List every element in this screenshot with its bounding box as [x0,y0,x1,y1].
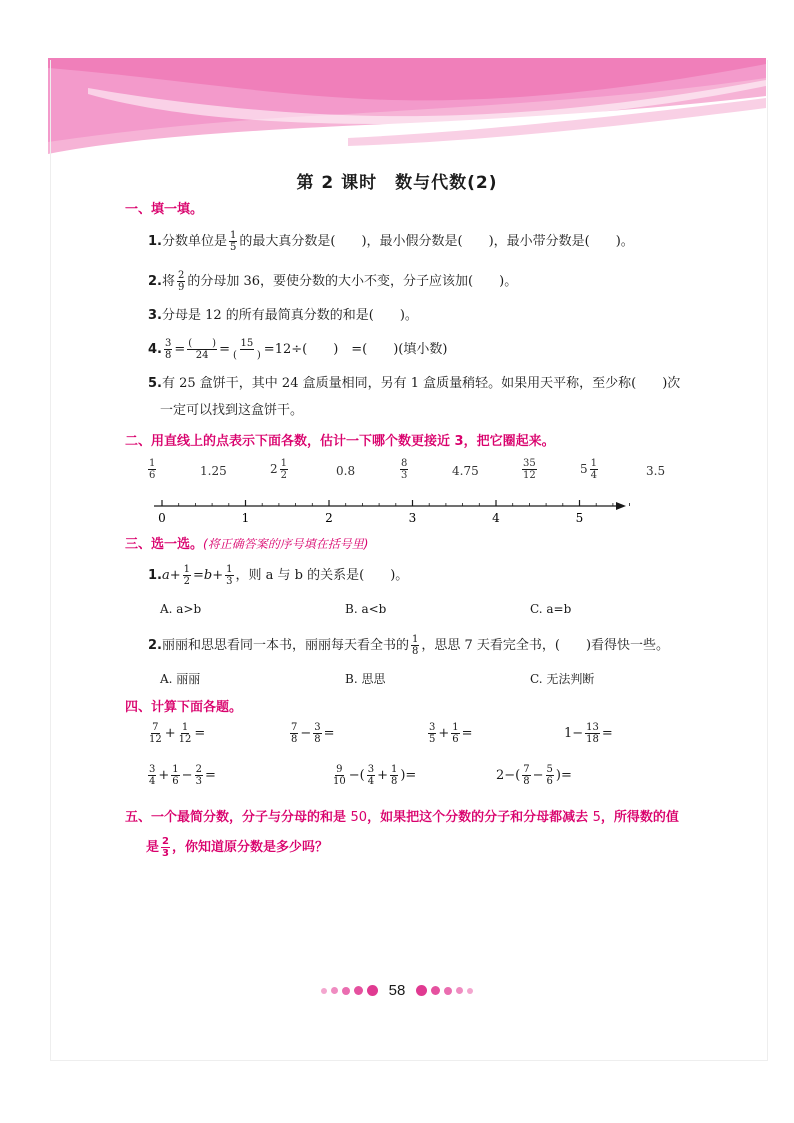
question-number: 3. [148,308,162,323]
section-5-line2: 是 $\frac{2}{3}$ ，你知道原分数是多少吗？ [146,836,328,859]
arrow-right-icon [616,502,626,510]
number-item: $\frac{35}{12}$ [523,458,536,481]
tick-label: 2 [325,511,333,525]
option-a[interactable]: A. 丽丽 [160,672,201,686]
question-number: 1. [148,234,162,249]
section-4-heading: 四、计算下面各题。 [125,700,243,715]
option-b[interactable]: B. a<b [345,602,387,616]
question-text: ，思思 7 天看完全书，( )看得快一些。 [421,638,670,653]
question-text: 分母是 12 的所有最简真分数的和是( )。 [161,308,418,323]
option-a[interactable]: A. a>b [160,602,202,616]
calc-expression: $\frac{7}{8}$ − $\frac{3}{8}$ = [291,722,335,745]
s1-question-1 [148,230,634,253]
s1-question-5-line2: 一定可以找到这盒饼干。 [160,403,304,418]
s1-question-5 [148,374,680,394]
section-1-heading: 一、填一填。 [125,202,204,217]
tick-label: 1 [241,511,250,525]
s3-question-1: 1.a+ $\frac{1}{2}$ =b+ $\frac{1}{3}$ ，则 a 与 b 的关系是( )。 [148,564,409,587]
question-text: 的最大真分数是( )，最小假分数是( )，最小带分数是( )。 [239,234,634,249]
page-footer [0,980,794,999]
question-text: =12÷( ) =( )(填小数) [263,342,448,357]
number-item: 4.75 [452,464,479,478]
question-text: 的分母加 36，要使分数的大小不变，分子应该加( )。 [187,274,518,289]
question-text: 将 [161,274,175,289]
section-3-heading: 三、选一选。(将正确答案的序号填在括号里) [125,537,369,552]
number-item: 2 $\frac{1}{2}$ [270,458,288,481]
tick-label: 3 [408,511,417,525]
tick-label: 5 [575,511,584,525]
dots-right-icon [416,985,473,996]
question-number: 4. [148,342,162,357]
s1-question-4: 4. $\frac{3}{8}$ = $\frac{( )}{24}$ = $\frac{15}{( )}$ =12÷( ) =( )(填小数) [148,338,448,361]
fraction: $\frac{3}{8}$ [164,338,172,361]
fraction: $\frac{15}{( )}$ [232,338,261,361]
question-text: 分数单位是 [161,234,227,249]
number-item: $\frac{8}{3}$ [401,458,408,481]
section-5-line1: 五、一个最简分数，分子与分母的和是 50，如果把这个分数的分子和分母都减去 5，所得数的值 [125,810,679,825]
calc-expression: $\frac{3}{5}$ + $\frac{1}{6}$ = [429,722,473,745]
number-item: 5 $\frac{1}{4}$ [580,458,598,481]
number-item: 3.5 [646,464,666,478]
number-item: 0.8 [336,464,356,478]
fraction: $\frac{1}{5}$ [230,230,237,253]
number-item: $\frac{1}{6}$ [149,458,156,481]
question-number: 2. [148,274,162,289]
option-b[interactable]: B. 思思 [345,672,386,686]
calc-expression: $\frac{9}{10}$ −( $\frac{3}{4}$ + $\frac{1}{8}$ )= [333,764,417,787]
s3-question-2: 2.丽丽和思思看同一本书，丽丽每天看全书的 $\frac{1}{8}$ ，思思 7 天看完全书，( )看得快一些。 [148,634,670,657]
fraction: $\frac{( )}{24}$ [188,338,217,361]
question-number: 1. [148,568,162,583]
option-c[interactable]: C. a=b [530,602,572,616]
number-item: 1.25 [200,464,227,478]
dots-left-icon [321,985,378,996]
s1-question-2 [148,270,517,293]
option-c[interactable]: C. 无法判断 [530,672,595,686]
calc-expression: $\frac{7}{12}$ + $\frac{1}{12}$ = [149,722,206,745]
question-number: 5. [148,376,162,391]
section-note: (将正确答案的序号填在括号里) [203,537,369,551]
s1-question-3 [148,306,418,326]
calc-expression: 1− $\frac{13}{18}$ = [564,722,613,745]
fraction: $\frac{2}{9}$ [178,270,185,293]
question-text: 丽丽和思思看同一本书，丽丽每天看全书的 [161,638,409,653]
tick-label: 0 [158,511,166,525]
number-line [140,494,630,528]
page-number: 58 [388,982,406,999]
question-text: ，则 a 与 b 的关系是( )。 [235,568,409,583]
calc-expression: $\frac{3}{4}$ + $\frac{1}{6}$ − $\frac{2}{3}$ = [149,764,216,787]
tick-label: 4 [492,511,500,525]
section-2-heading: 二、用直线上的点表示下面各数，估计一下哪个数更接近 3，把它圈起来。 [125,434,555,449]
question-number: 2. [148,638,162,653]
question-text: 有 25 盒饼干，其中 24 盒质量相同，另有 1 盒质量稍轻。如果用天平称，至少称( )次 [161,376,681,391]
calc-expression: 2−( $\frac{7}{8}$ − $\frac{5}{6}$ )= [496,764,572,787]
page-title: 第 2 课时 数与代数(2) [296,173,498,193]
